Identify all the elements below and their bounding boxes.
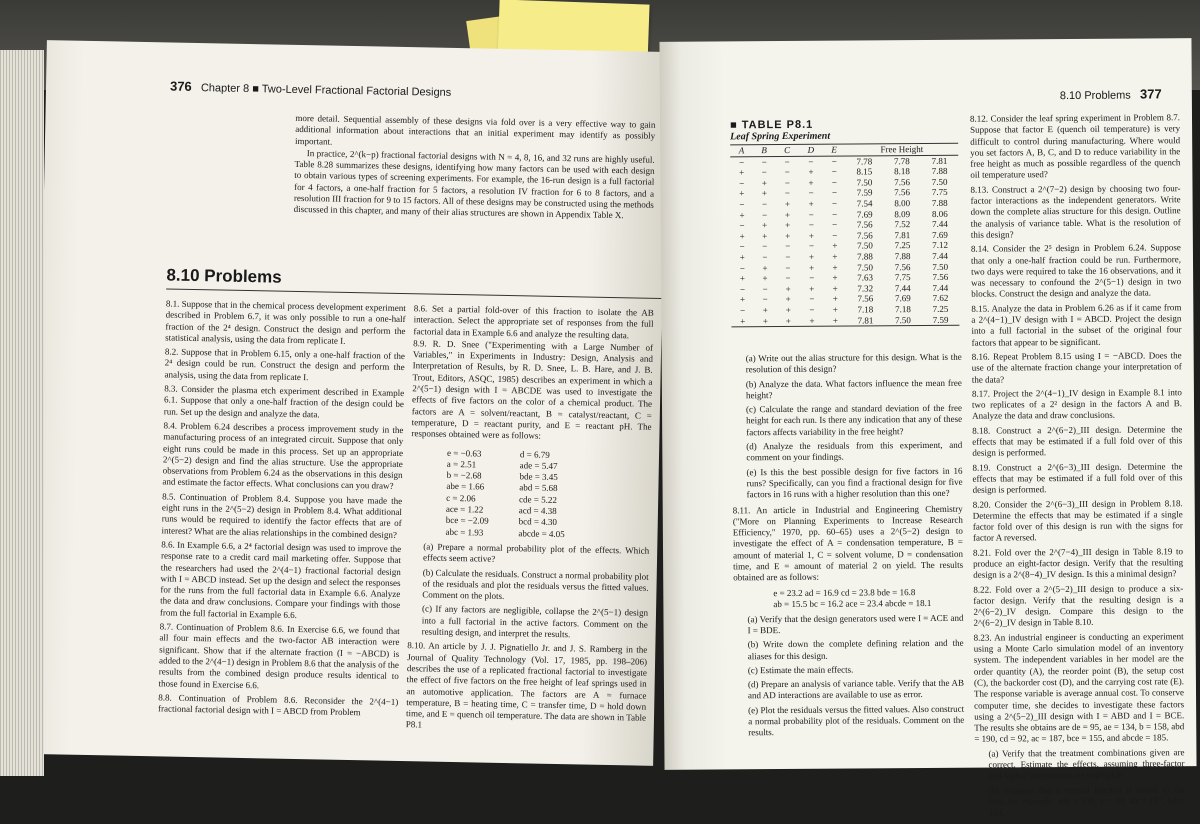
table-cell: 7.56: [894, 176, 910, 188]
table-cell: +: [832, 240, 838, 252]
table-cell: −: [739, 178, 745, 189]
subpart-item: (b) Analyze the data. What factors influence the mean free height?: [745, 377, 962, 401]
table-cell: −: [762, 209, 768, 220]
problem-item: 8.14. Consider the 2⁵ design in Problem 6.24. Suppose that only a one-half fraction could be run. Furthermore, two days were required to take the 16 observations, and it was necessary to confound the 2^(5−1) design in two blocks. Construct the design and analyze the data.: [970, 242, 1182, 300]
intro-paragraph-2: In practice, 2^(k−p) fractional factorial designs with N = 4, 8, 16, and 32 runs are highly useful. Table 8.28 summarizes these designs, identifying how many factors can be used with each design to obtain various types of screening experiments. For example, the 16-run design is a full factorial for 4 factors, a one-half fraction for 5 factors, a resolution IV fraction for 6 to 8 factors, and a resolution III fraction for 9 to 15 factors. All of these designs may be constructed using the methods discussed in this chapter, and many of their alias structures are shown in Appendix Table X.: [293, 148, 655, 221]
problem-item: 8.1. Suppose that in the chemical process development experiment described in Problem 6.7, it was only possible to run a one-half fraction of the 2⁴ design. Construct the design and perform the statistical analysis, using the data from replicate I.: [165, 298, 406, 346]
section-rule: [166, 288, 662, 299]
table-cell: +: [809, 283, 815, 294]
table-cell: −: [808, 219, 814, 230]
table-cell: −: [739, 283, 746, 295]
table-cell: +: [761, 188, 768, 199]
table-cell: +: [739, 188, 745, 199]
table-cell: −: [784, 167, 790, 178]
effect-value: bce = −2.09: [445, 515, 489, 527]
effects-right-list: [518, 449, 566, 540]
table-cell: 7.52: [894, 219, 911, 230]
problem-8-10-subparts: [732, 352, 963, 501]
intro-text: [294, 113, 656, 224]
table-cell: +: [739, 273, 745, 284]
subpart-item: (c) If any factors are negligible, collapse the 2^(5−1) design into a full factorial in the active factors. Comment on the resulting design, and interpret the results.: [421, 603, 649, 640]
problem-item: 8.2. Suppose that in Problem 6.15, only a one-half fraction of the 2⁴ design could be run. Construct the design and perform the analysis, using the data from replicate I.: [164, 346, 406, 382]
table-cell: +: [784, 209, 791, 220]
table-cell: 7.88: [931, 197, 948, 208]
left-page: [33, 40, 667, 766]
table-cell: +: [832, 262, 838, 273]
subpart-item: (e) Is this the best possible design for five factors in 16 runs? Specifically, can you find a fractional design for five factors in 16 runs with a higher resolution than this one?: [746, 465, 963, 500]
table-cell: 7.54: [856, 198, 873, 209]
problem-item: 8.8. Continuation of Problem 8.6. Reconsider the 2^(4−1) fractional factorial design with I = ABCD from Problem: [158, 692, 399, 718]
table-cell: −: [762, 283, 768, 294]
problem-8-9: 8.9. R. D. Snee ("Experimenting with a Large Number of Variables," in Experiments in Industry: Design, Analysis and Interpretation of Results, by R. D. Snee, L. B. Hare, and J. B. Trout, Editors, ASQC, 1985) describes an experiment in which a 2^(5−1) design with I = ABCDE was used to investigate the effects of five factors on the color of a chemical product. The factors are A = solvent/reactant, B = catalyst/reactant, C = temperature, D = reactant purity, and E = reactant pH. The responses obtained were as follows:: [411, 338, 654, 441]
table-cell: +: [832, 272, 838, 283]
table-cell: 7.59: [932, 314, 949, 325]
problem-item: 8.22. Fold over a 2^(5−2)_III design to produce a six-factor design. Verify that the resulting design is a 2^(6−2)_IV design. Compare this design to the 2^(6−2)_IV design in Table 8.10.: [973, 582, 1184, 629]
table-cell: −: [761, 156, 767, 167]
problem-item: 8.7. Continuation of Problem 8.6. In Exercise 6.6, we found that all four main effects and the two-factor AB interaction were significant. Show that if the alternate fraction (I = −ABCD) is added to the 2^(4−1) design in Problem 8.6 that the analysis of the results from the combined design produce results identical to those found in Exercise 6.6.: [158, 621, 400, 690]
table-cell: 7.50: [932, 261, 949, 272]
table-cell: −: [831, 188, 838, 199]
right-running-head-text: 8.10 Problems: [1059, 89, 1131, 103]
right-page-number: 377: [1139, 86, 1162, 102]
table-cell: +: [762, 262, 768, 273]
table-cell: +: [832, 315, 838, 326]
table-cell: +: [832, 304, 838, 315]
problem-item: 8.16. Repeat Problem 8.15 using I = −ABCD. Does the use of the alternate fraction change your interpretation of the data?: [971, 350, 1182, 385]
subpart-item: (a) Prepare a normal probability plot of the effects. Which effects seem active?: [422, 541, 650, 565]
table-cell: −: [762, 294, 768, 305]
subpart-item: (c) Calculate the range and standard deviation of the free height for each run. Is there any indication that any of these factors affects variability in the free height?: [745, 402, 963, 438]
subpart-item: (a) Write out the alias structure for this design. What is the resolution of this design?: [745, 351, 962, 375]
subpart-item: (d) Analyze the residuals from this experiment, and comment on your findings.: [746, 439, 963, 463]
page-edges: [0, 50, 44, 776]
table-cell: +: [762, 230, 768, 241]
table-cell: 8.15: [856, 166, 873, 177]
table-cell: −: [832, 209, 838, 220]
table-p8-1: [730, 118, 959, 328]
header-d: D: [807, 144, 815, 155]
problem-item: 8.20. Consider the 2^(6−3)_III design in Problem 8.18. Determine the effects that may be estimated if a single factor fold over of this design is run with the signs for factor A reversed.: [972, 497, 1183, 544]
table-cell: −: [809, 272, 815, 283]
results-line-1: e = 23.2 ad = 16.9 cd = 23.8 bde = 16.8: [773, 586, 916, 598]
table-cell: 7.56: [894, 187, 911, 198]
problem-8-11-results: [733, 586, 963, 610]
effect-value: abd = 5.68: [519, 482, 558, 494]
table-cell: 7.25: [932, 303, 949, 314]
table-cell: 7.56: [894, 261, 911, 272]
header-b: B: [761, 145, 767, 156]
table-rows: [730, 155, 959, 326]
table-cell: +: [785, 315, 791, 326]
effect-value: e = −0.63: [446, 447, 482, 459]
problem-item: 8.5. Continuation of Problem 8.4. Suppose you have made the eight runs in the 2^(5−2) design in Problem 8.4. What additional runs would be required to identify the factor effects that are of interest? What are the alias relationships in the combined design?: [161, 491, 403, 540]
effect-value: bde = 3.45: [519, 471, 558, 483]
table-cell: +: [739, 294, 746, 305]
table-subtitle: Leaf Spring Experiment: [730, 130, 831, 143]
problem-item: 8.3. Consider the plasma etch experiment described in Example 6.1. Suppose that only a one-half fraction of the design could be run. Set up the design and analyze the data.: [163, 383, 405, 420]
table-cell: +: [762, 220, 768, 231]
table-cell: +: [832, 251, 838, 262]
problem-item: 8.23. An industrial engineer is conducting an experiment using a Monte Carlo simulation model of an inventory system. The independent variables in her model are the order quantity (A), the reorder point (B), the setup cost (C), the backorder cost (D), and the carrying cost rate (E). The response variable is average annual cost. To conserve computer time, she decides to investigate these factors using a 2^(5−2)_III design with I = ABD and I = BCE. The results she obtains are de = 95, ae = 134, b = 158, abd = 190, cd = 92, ac = 187, bce = 155, and abcde = 185.: [973, 630, 1185, 745]
header-free-height: Free Height: [880, 144, 924, 155]
table-cell: 7.62: [932, 293, 949, 304]
effect-value: a = 2.51: [446, 458, 477, 470]
problem-item: 8.4. Problem 6.24 describes a process improvement study in the manufacturing process of an integrated circuit. Suppose that only eight runs could be made in this process. Set up an appropriate 2^(5−2) design and find the alias structure. Use the appropriate observations from Problem 6.24 as the observations in this design and estimate the factor effects. What conclusions can you draw?: [162, 420, 404, 492]
table-cell: 7.88: [894, 251, 911, 262]
header-a: A: [738, 145, 745, 156]
left-column-2: [406, 303, 654, 736]
table-cell: 7.59: [856, 187, 873, 198]
table-cell: 7.50: [857, 261, 873, 273]
table-cell: −: [809, 304, 815, 315]
effect-value: bcd = 4.30: [518, 516, 558, 528]
table-cell: +: [832, 293, 838, 304]
section-title: 8.10 Problems: [166, 265, 282, 287]
table-cell: 7.44: [932, 219, 948, 230]
subpart-item: (c) Estimate the main effects.: [747, 664, 854, 676]
table-cell: 7.44: [932, 250, 949, 261]
table-cell: −: [808, 156, 814, 167]
results-line-2: ab = 15.5 bc = 16.2 ace = 23.4 abcde = 18.1: [773, 597, 932, 609]
table-cell: −: [831, 177, 837, 188]
table-cell: −: [762, 241, 768, 252]
effect-value: c = 2.06: [446, 492, 476, 504]
effects-left-list: [445, 447, 490, 538]
subpart-item: (b) Write down the complete defining relation and the aliases for this design.: [747, 637, 964, 661]
table-cell: 7.88: [857, 251, 873, 262]
table-cell: −: [785, 251, 791, 262]
table-cell: 7.69: [894, 293, 911, 304]
problem-item: 8.6. In Example 6.6, a 2⁴ factorial design was used to improve the response rate to a credit card mail marketing offer. Suppose that the researchers had used the 2^(4−1) fractional factorial design with I = ABCD instead. Set up the design and select the responses for the runs from the full factorial data in Example 6.6. Analyze the data and draw conclusions. Compare your findings with those from the full factorial in Example 6.6.: [159, 539, 402, 620]
subpart-item: (a) Verify that the treatment combinations given are correct. Estimate the effects, assuming three-factor and higher interactions are negligible.: [988, 746, 1185, 781]
table-cell: 7.75: [894, 272, 911, 283]
table-cell: −: [832, 230, 838, 241]
table-cell: 7.88: [931, 166, 948, 177]
table-cell: +: [784, 198, 791, 209]
table-cell: 8.18: [894, 166, 910, 177]
table-cell: −: [832, 219, 838, 230]
header-e: E: [831, 144, 837, 155]
problem-8-10: 8.10. An article by J. J. Pignatiello Jr. and J. S. Ramberg in the Journal of Quality Technology (Vol. 17, 1985, pp. 198–206) describes the use of a replicated fractional factorial to investigate the effect of five factors on the free height of leaf springs used in an automotive application. The factors are A = furnace temperature, B = heating time, C = transfer time, D = hold down time, and E = quench oil temperature. The data are shown in Table P8.1: [405, 640, 648, 730]
table-cell: −: [784, 156, 790, 167]
table-cell: −: [785, 273, 791, 284]
subpart-item: (b) Calculate the residuals. Construct a normal probability plot of the residuals and plot the residuals versus the fitted values. Comment on the plots.: [422, 566, 649, 602]
table-cell: +: [808, 230, 814, 241]
table-cell: −: [785, 262, 791, 273]
table-cell: +: [785, 230, 791, 241]
effect-value: abe = 1.66: [446, 481, 485, 493]
subpart-item: (b) Suppose that a second fraction is added to the first, for example, ade = 136, e = 93, ab = 187, bd = 153,: [988, 783, 1185, 818]
table-cell: −: [831, 198, 838, 209]
table-cell: 7.56: [857, 293, 874, 304]
subpart-item: (d) Prepare an analysis of variance table. Verify that the AB and AD interactions are available to use as error.: [747, 677, 964, 701]
problem-8-11-subparts: [733, 612, 964, 739]
table-cell: −: [761, 199, 768, 210]
table-cell: 7.56: [856, 230, 873, 241]
table-cell: 7.25: [894, 240, 911, 251]
table-cell: −: [740, 305, 746, 316]
table-cell: −: [739, 199, 745, 210]
table-cell: −: [808, 209, 814, 220]
table-cell: −: [784, 177, 790, 188]
table-cell: +: [762, 273, 768, 284]
table-cell: −: [739, 220, 745, 231]
problem-item: 8.13. Construct a 2^(7−2) design by choosing two four-factor interactions as the independent generators. Write down the complete alias structure for this design. Outline the analysis of variance table. What is the resolution of this design?: [970, 183, 1181, 240]
table-cell: +: [808, 251, 815, 262]
table-cell: +: [785, 294, 791, 305]
table-cell: 7.44: [932, 282, 949, 293]
right-column-2: [970, 112, 1185, 822]
table-cell: 8.00: [894, 198, 911, 209]
problem-8-8-continued: 8.6. Set a partial fold-over of this fraction to isolate the AB interaction. Select the appropriate set of responses from the full factorial data in Example 6.6 and analyze the resulting data.: [413, 303, 654, 340]
table-cell: 7.18: [895, 304, 911, 315]
table-cell: 7.81: [894, 229, 911, 240]
table-cell: +: [762, 315, 768, 326]
table-cell: 7.18: [857, 304, 874, 315]
table-cell: 7.12: [932, 240, 948, 251]
problem-8-9-subparts: [408, 541, 650, 642]
problem-item: 8.18. Construct a 2^(6−2)_III design. Determine the effects that may be estimated if a full fold over of this design is performed.: [972, 423, 1183, 459]
effect-value: d = 6.79: [519, 448, 550, 460]
table-cell: 7.78: [893, 155, 910, 166]
table-cell: −: [808, 188, 814, 199]
table-cell: −: [808, 241, 815, 252]
problem-item: 8.17. Project the 2^(4−1)_IV design in Example 8.1 into two replicates of a 2² design in the factors A and B. Analyze the data and draw conclusions.: [971, 387, 1183, 422]
problem-item: 8.19. Construct a 2^(6−3)_III design. Determine the effects that may be estimated if a full fold over of this design is performed.: [972, 460, 1183, 495]
table-cell: 7.78: [856, 155, 873, 167]
table-cell: −: [809, 294, 815, 305]
table-cell: +: [832, 283, 838, 294]
table-cell: +: [808, 177, 814, 188]
effect-value: abcde = 4.05: [518, 527, 565, 539]
table-cell: 7.50: [895, 314, 911, 325]
table-cell: +: [740, 315, 746, 326]
table-body: [730, 144, 959, 327]
table-cell: +: [739, 252, 745, 263]
table-cell: 7.56: [932, 271, 949, 283]
problem-item: 8.12. Consider the leaf spring experiment in Problem 8.7. Suppose that factor E (quench oil temperature) is very difficult to control during manufacturing. Where would you set factors A, B, C, and D to reduce variability in the free height as much as possible regardless of the quench oil temperature used?: [969, 112, 1181, 181]
left-running-head: [170, 78, 452, 98]
table-cell: −: [739, 262, 745, 273]
table-cell: +: [808, 198, 814, 209]
left-running-head-text: Chapter 8 ■ Two-Level Fractional Factorial Designs: [200, 82, 452, 99]
table-cell: −: [762, 252, 768, 263]
table-cell: +: [808, 166, 814, 178]
header-c: C: [784, 144, 791, 155]
problem-item: 8.15. Analyze the data in Problem 6.26 as if it came from a 2^(4−1)_IV design with I = ABCD. Project the design into a full factorial in the subset of the original four factors that appear to be significant.: [971, 301, 1182, 348]
right-page: [659, 38, 1196, 818]
right-column-1: [732, 352, 965, 742]
effect-value: cde = 5.22: [518, 494, 557, 505]
table-cell: +: [785, 304, 791, 315]
problem-8-11: 8.11. An article in Industrial and Engineering Chemistry ("More on Planning Experiments to Increase Research Efficiency," 1970, pp. 60–65) uses a 2^(5−2) design to investigate the effect of A = condensation temperature, B = amount of material 1, C = solvent volume, D = condensation time, and E = amount of material 2 on yield. The results obtained are as follows:: [732, 503, 964, 583]
left-page-number: 376: [169, 78, 192, 94]
table-cell: 7.75: [931, 187, 948, 198]
left-column-1: [158, 298, 406, 722]
effect-value: ace = 1.22: [445, 503, 484, 515]
table-cell: 7.32: [857, 283, 874, 294]
table-cell: −: [831, 166, 837, 177]
table-cell: +: [809, 315, 815, 326]
table-cell: +: [809, 262, 815, 273]
table-cell: 7.69: [932, 229, 948, 240]
subpart-item: (e) Plot the residuals versus the fitted values. Also construct a normal probability plot of the residuals. Comment on the results.: [748, 703, 965, 738]
effect-value: b = −2.68: [446, 470, 482, 481]
table-cell: −: [785, 241, 791, 252]
table-title: ■ TABLE P8.1: [730, 118, 814, 132]
table-cell: +: [739, 231, 745, 242]
table-cell: +: [739, 209, 745, 220]
table-cell: +: [785, 220, 791, 231]
table-cell: 7.81: [931, 155, 948, 166]
table-cell: +: [739, 167, 745, 178]
table-cell: +: [762, 305, 768, 316]
table-cell: −: [784, 188, 790, 199]
table-cell: −: [739, 156, 745, 167]
effect-value: ade = 5.47: [519, 460, 558, 471]
table-cell: 7.44: [894, 282, 911, 293]
table-cell: +: [785, 283, 791, 294]
table-cell: 7.50: [857, 240, 873, 251]
problem-item: 8.21. Fold over the 2^(7−4)_III design in Table 8.19 to produce an eight-factor design. Verify that the resulting design is a 2^(8−4)_IV design. Is this a minimal design?: [973, 545, 1184, 580]
table-cell: +: [761, 177, 767, 188]
effects-list: [409, 441, 651, 546]
subpart-item: (a) Verify that the design generators used were I = ACE and I = BDE.: [747, 612, 964, 636]
effect-value: abc = 1.93: [445, 526, 484, 538]
intro-paragraph-1: more detail. Sequential assembly of these designs via fold over is a very effective way to gain additional information about interactions that an initial experiment may identify as possibly important.: [294, 112, 656, 147]
right-running-head: [1060, 86, 1162, 102]
table-cell: −: [739, 241, 745, 252]
table-cell: −: [831, 156, 837, 167]
table-cell: 7.50: [931, 176, 948, 187]
table-cell: 7.63: [857, 272, 874, 283]
table-cell: 8.06: [931, 208, 948, 219]
table-cell: 7.81: [857, 314, 874, 325]
table-cell: 8.09: [894, 208, 911, 219]
table-cell: 7.50: [856, 177, 873, 188]
table-cell: −: [761, 167, 767, 178]
table-cell: 7.56: [856, 219, 873, 230]
table-cell: 7.69: [856, 208, 873, 220]
effect-value: acd = 4.38: [518, 505, 557, 517]
